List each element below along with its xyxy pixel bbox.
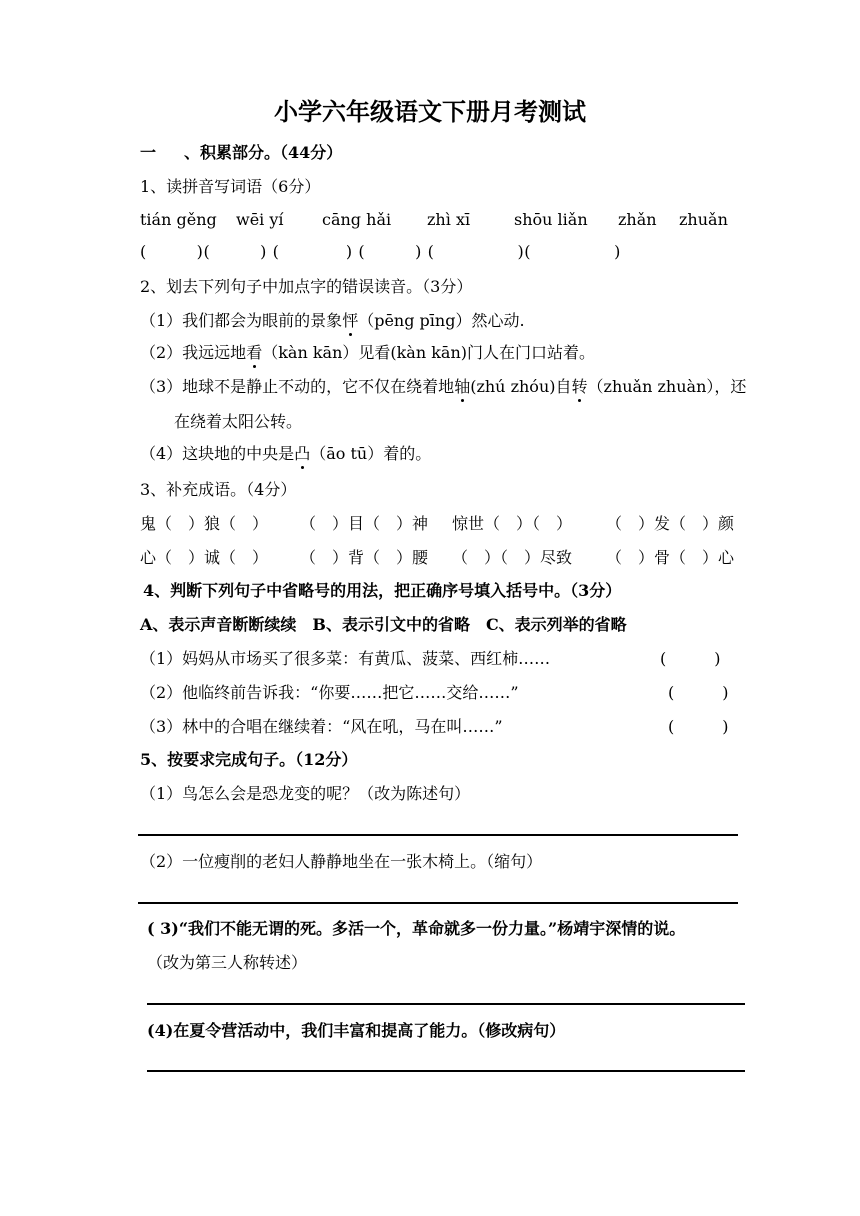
- idiom-blank[interactable]: 惊世（ ）（ ）: [452, 514, 573, 533]
- q1-heading: 1、读拼音写词语（6分）: [140, 177, 321, 196]
- dotted-char: 看: [246, 343, 263, 362]
- section-title: 、积累部分。（44分）: [184, 143, 343, 162]
- answer-line[interactable]: [147, 1003, 745, 1005]
- answer-line[interactable]: [147, 1070, 745, 1072]
- q5-sentence-3: ( 3)“我们不能无谓的死。多活一个，革命就多一份力量。”杨靖宇深情的说。: [147, 919, 686, 938]
- idiom-blank[interactable]: 鬼（ ）狼（ ）: [140, 514, 269, 533]
- q4-options: A、表示声音断断续续 B、表示引文中的省略 C、表示列举的省略: [140, 615, 627, 634]
- dotted-char: 怦: [342, 311, 359, 330]
- q1-answer-brackets[interactable]: ( )( ) ( ) ( ) ( )( ): [140, 242, 621, 261]
- q4-item-1: （1）妈妈从市场买了很多菜：有黄瓜、菠菜、西红柿……: [140, 649, 551, 668]
- q2-s2-pre: （2）我远远地: [140, 343, 247, 362]
- q5-sentence-3-instruction: （改为第三人称转述）: [147, 953, 308, 972]
- q2-sentence-4: [140, 444, 431, 464]
- page-title: 小学六年级语文下册月考测试: [274, 97, 586, 126]
- idiom-blank[interactable]: （ ）背（ ）腰: [300, 548, 429, 567]
- q4-answer-bracket[interactable]: ( ): [668, 717, 729, 736]
- q4-answer-bracket[interactable]: ( ): [660, 649, 721, 668]
- q4-heading: 4、判断下列句子中省略号的用法，把正确序号填入括号中。（3分）: [143, 581, 622, 600]
- pinyin-2: wēi yí: [236, 210, 284, 229]
- q2-heading: 2、划去下列句子中加点字的错误读音。（3分）: [140, 277, 473, 296]
- dotted-char: 转: [571, 377, 588, 396]
- q2-s3-pre: （3）地球不是静止不动的，它不仅在绕着地: [140, 377, 455, 396]
- q2-s1-pre: （1）我们都会为眼前的景象: [140, 311, 343, 330]
- dotted-char: 凸: [294, 444, 311, 463]
- q5-sentence-4: (4)在夏令营活动中，我们丰富和提高了能力。（修改病句）: [147, 1021, 566, 1040]
- idiom-blank[interactable]: （ ）骨（ ）心: [606, 548, 735, 567]
- q2-sentence-1: [140, 311, 525, 331]
- q2-sentence-3-cont: 在绕着太阳公转。: [174, 412, 303, 431]
- section-heading: [140, 143, 342, 163]
- q5-sentence-2: （2）一位瘦削的老妇人静静地坐在一张木椅上。（缩句）: [140, 852, 543, 871]
- answer-line[interactable]: [138, 902, 738, 904]
- q5-sentence-1: （1）鸟怎么会是恐龙变的呢？（改为陈述句）: [140, 784, 471, 803]
- q2-s4-post: （āo tū）着的。: [310, 444, 432, 463]
- q2-s4-pre: （4）这块地的中央是: [140, 444, 295, 463]
- idiom-blank[interactable]: （ ）目（ ）神: [300, 514, 429, 533]
- pinyin-7: zhuǎn: [679, 210, 728, 229]
- pinyin-3: cāng hǎi: [322, 210, 392, 229]
- q5-heading: 5、按要求完成句子。（12分）: [140, 750, 358, 769]
- q2-s2-rest: （kàn kān）见看(kàn kān)门人在门口站着。: [262, 343, 596, 362]
- q2-sentence-2: [140, 343, 595, 363]
- pinyin-4: zhì xī: [427, 210, 471, 229]
- q2-s1-post: （pēng pīng）然心动.: [358, 311, 525, 330]
- pinyin-6: zhǎn: [618, 210, 657, 229]
- q4-answer-bracket[interactable]: ( ): [668, 683, 729, 702]
- q2-s3-mid: (zhú zhóu)自: [470, 377, 572, 396]
- pinyin-5: shōu liǎn: [514, 210, 588, 229]
- dotted-char: 轴: [454, 377, 471, 396]
- q3-heading: 3、补充成语。（4分）: [140, 480, 297, 499]
- q4-item-2: （2）他临终前告诉我：“你要……把它……交给……”: [140, 683, 519, 702]
- idiom-blank[interactable]: （ ）发（ ）颜: [606, 514, 735, 533]
- q2-sentence-3: [140, 377, 746, 397]
- idiom-blank[interactable]: 心（ ）诚（ ）: [140, 548, 269, 567]
- q2-s3-post: （zhuǎn zhuàn），还: [587, 377, 747, 396]
- q4-item-3: （3）林中的合唱在继续着：“风在吼，马在叫……”: [140, 717, 503, 736]
- pinyin-1: tián gěng: [140, 210, 217, 229]
- idiom-blank[interactable]: （ ）（ ）尽致: [452, 548, 573, 567]
- section-number: 一: [140, 143, 157, 162]
- answer-line[interactable]: [138, 834, 738, 836]
